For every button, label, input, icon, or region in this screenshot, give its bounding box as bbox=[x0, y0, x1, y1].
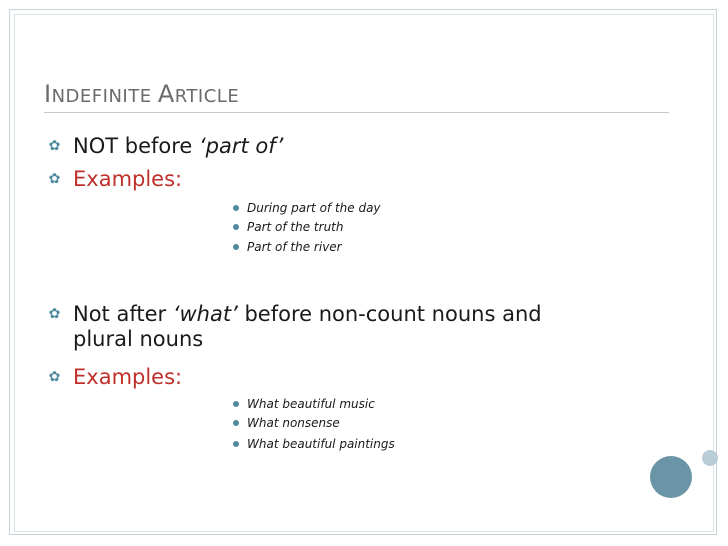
title-rest-2: RTICLE bbox=[174, 86, 240, 107]
decorative-circle-small bbox=[702, 450, 718, 466]
example-item: During part of the day bbox=[233, 199, 381, 217]
example-item: What beautiful paintings bbox=[233, 435, 395, 453]
example-item: What beautiful music bbox=[233, 395, 375, 413]
example-item: Part of the truth bbox=[233, 218, 344, 236]
bullet-not-after bbox=[44, 302, 593, 352]
bullet-text: NOT before ‘part of’ bbox=[73, 134, 284, 158]
dot-bullet-icon bbox=[233, 441, 239, 447]
decorative-circle-large bbox=[650, 456, 692, 498]
bullet-not-before bbox=[44, 134, 593, 159]
bullet-text: Examples: bbox=[73, 365, 183, 389]
dot-bullet-icon bbox=[233, 244, 239, 250]
example-item: What nonsense bbox=[233, 414, 340, 432]
dot-bullet-icon bbox=[233, 420, 239, 426]
dot-bullet-icon bbox=[233, 205, 239, 211]
dot-bullet-icon bbox=[233, 401, 239, 407]
bullet-examples-1 bbox=[44, 167, 593, 192]
title-rule bbox=[44, 112, 669, 113]
dot-bullet-icon bbox=[233, 224, 239, 230]
bullet-text: Examples: bbox=[73, 167, 183, 191]
fleuron-bullet-icon: ✿ bbox=[48, 171, 61, 187]
fleuron-bullet-icon: ✿ bbox=[48, 138, 61, 154]
title-rest-1: NDEFINITE bbox=[51, 86, 158, 107]
fleuron-bullet-icon: ✿ bbox=[48, 369, 61, 385]
slide-title bbox=[44, 80, 239, 108]
example-item: Part of the river bbox=[233, 238, 342, 256]
title-cap-1: I bbox=[44, 80, 52, 108]
bullet-text: Not after ‘what’ before non-count nouns and plural nouns bbox=[73, 302, 542, 351]
fleuron-bullet-icon: ✿ bbox=[48, 306, 61, 322]
title-cap-2: A bbox=[157, 80, 175, 108]
bullet-examples-2 bbox=[44, 365, 593, 390]
